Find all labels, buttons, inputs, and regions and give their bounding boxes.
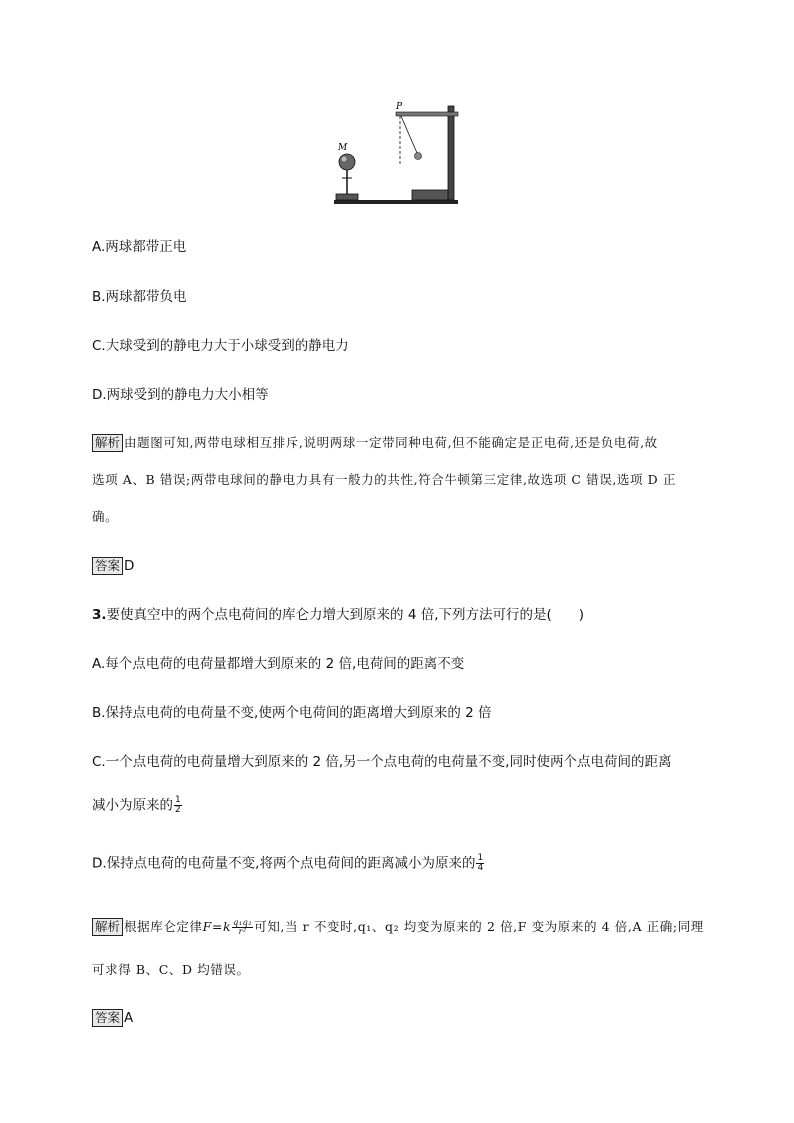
formula-denominator: r² (238, 927, 247, 936)
fraction-denominator: 2 (175, 805, 181, 815)
q3-option-d (92, 854, 712, 873)
q3-option-d-text: D.保持点电荷的电荷量不变,将两个点电荷间的距离减小为原来的 (92, 855, 476, 872)
coulomb-formula-fraction (232, 919, 253, 936)
q2-analysis-text-1: 由题图可知,两带电球相互排斥,说明两球一定带同种电荷,但不能确定是正电荷,还是负电荷,故 (124, 435, 658, 450)
q2-option-d: D.两球受到的静电力大小相等 (92, 387, 269, 403)
pendulum-stand (396, 106, 458, 200)
q3-stem: 要使真空中的两个点电荷间的库仑力增大到原来的 4 倍,下列方法可行的是( ) (106, 607, 585, 623)
q3-option-b: B.保持点电荷的电荷量不变,使两个电荷间的距离增大到原来的 2 倍 (92, 705, 492, 721)
q3-analysis-tag: 解析 (92, 918, 123, 936)
q2-analysis-line-3: 确。 (92, 509, 119, 524)
fraction-denominator: 4 (477, 863, 484, 873)
label-p: P (396, 102, 403, 112)
q3-number: 3. (92, 607, 107, 623)
formula-numerator: q₁q₂ (233, 918, 253, 927)
q2-answer-value: D (124, 558, 135, 574)
q2-answer-tag: 答案 (92, 557, 123, 575)
q3-option-c-fraction (174, 796, 182, 815)
base-board (334, 200, 458, 204)
q3-option-c-line-2 (92, 796, 712, 815)
q3-analysis-line-1 (92, 918, 712, 936)
q2-option-b: B.两球都带负电 (92, 289, 187, 305)
fraction-numerator: 1 (175, 795, 181, 805)
q2-analysis-line-1 (92, 434, 712, 452)
q3-analysis-mid: 可知,当 r 不变时,q₁、q₂ 均变为原来的 2 倍,F 变为原来的 4 倍,A 正确;同理 (254, 919, 704, 934)
q3-analysis-line-2: 可求得 B、C、D 均错误。 (92, 962, 250, 977)
q3-analysis-pre: 根据库仑定律 (124, 919, 203, 934)
q2-option-a: A.两球都带正电 (92, 239, 187, 255)
q2-option-c: C.大球受到的静电力大于小球受到的静电力 (92, 338, 349, 354)
q3-answer-tag: 答案 (92, 1009, 123, 1027)
q3-option-c-line-1: C.一个点电荷的电荷量增大到原来的 2 倍,另一个点电荷的电荷量不变,同时使两个点电荷间的距离 (92, 754, 672, 770)
q3-option-d-fraction (476, 854, 484, 873)
sphere-m-stand (336, 154, 358, 200)
coulomb-formula-lhs: F=k (202, 919, 232, 934)
q3-stem-line (92, 606, 712, 624)
q3-option-c-text: 减小为原来的 (92, 797, 173, 814)
q2-analysis-tag: 解析 (92, 434, 123, 452)
q3-option-a: A.每个点电荷的电荷量都增大到原来的 2 倍,电荷间的距离不变 (92, 656, 465, 672)
q2-analysis-line-2: 选项 A、B 错误;两带电球间的静电力具有一般力的共性,符合牛顿第三定律,故选项 C 错误,选项 D 正 (92, 472, 676, 487)
q2-answer-line (92, 557, 712, 575)
label-m: M (338, 143, 348, 153)
electroscope-figure (330, 98, 462, 210)
fraction-numerator: 1 (477, 853, 484, 863)
q3-answer-value: A (124, 1010, 134, 1026)
q3-answer-line (92, 1009, 712, 1027)
